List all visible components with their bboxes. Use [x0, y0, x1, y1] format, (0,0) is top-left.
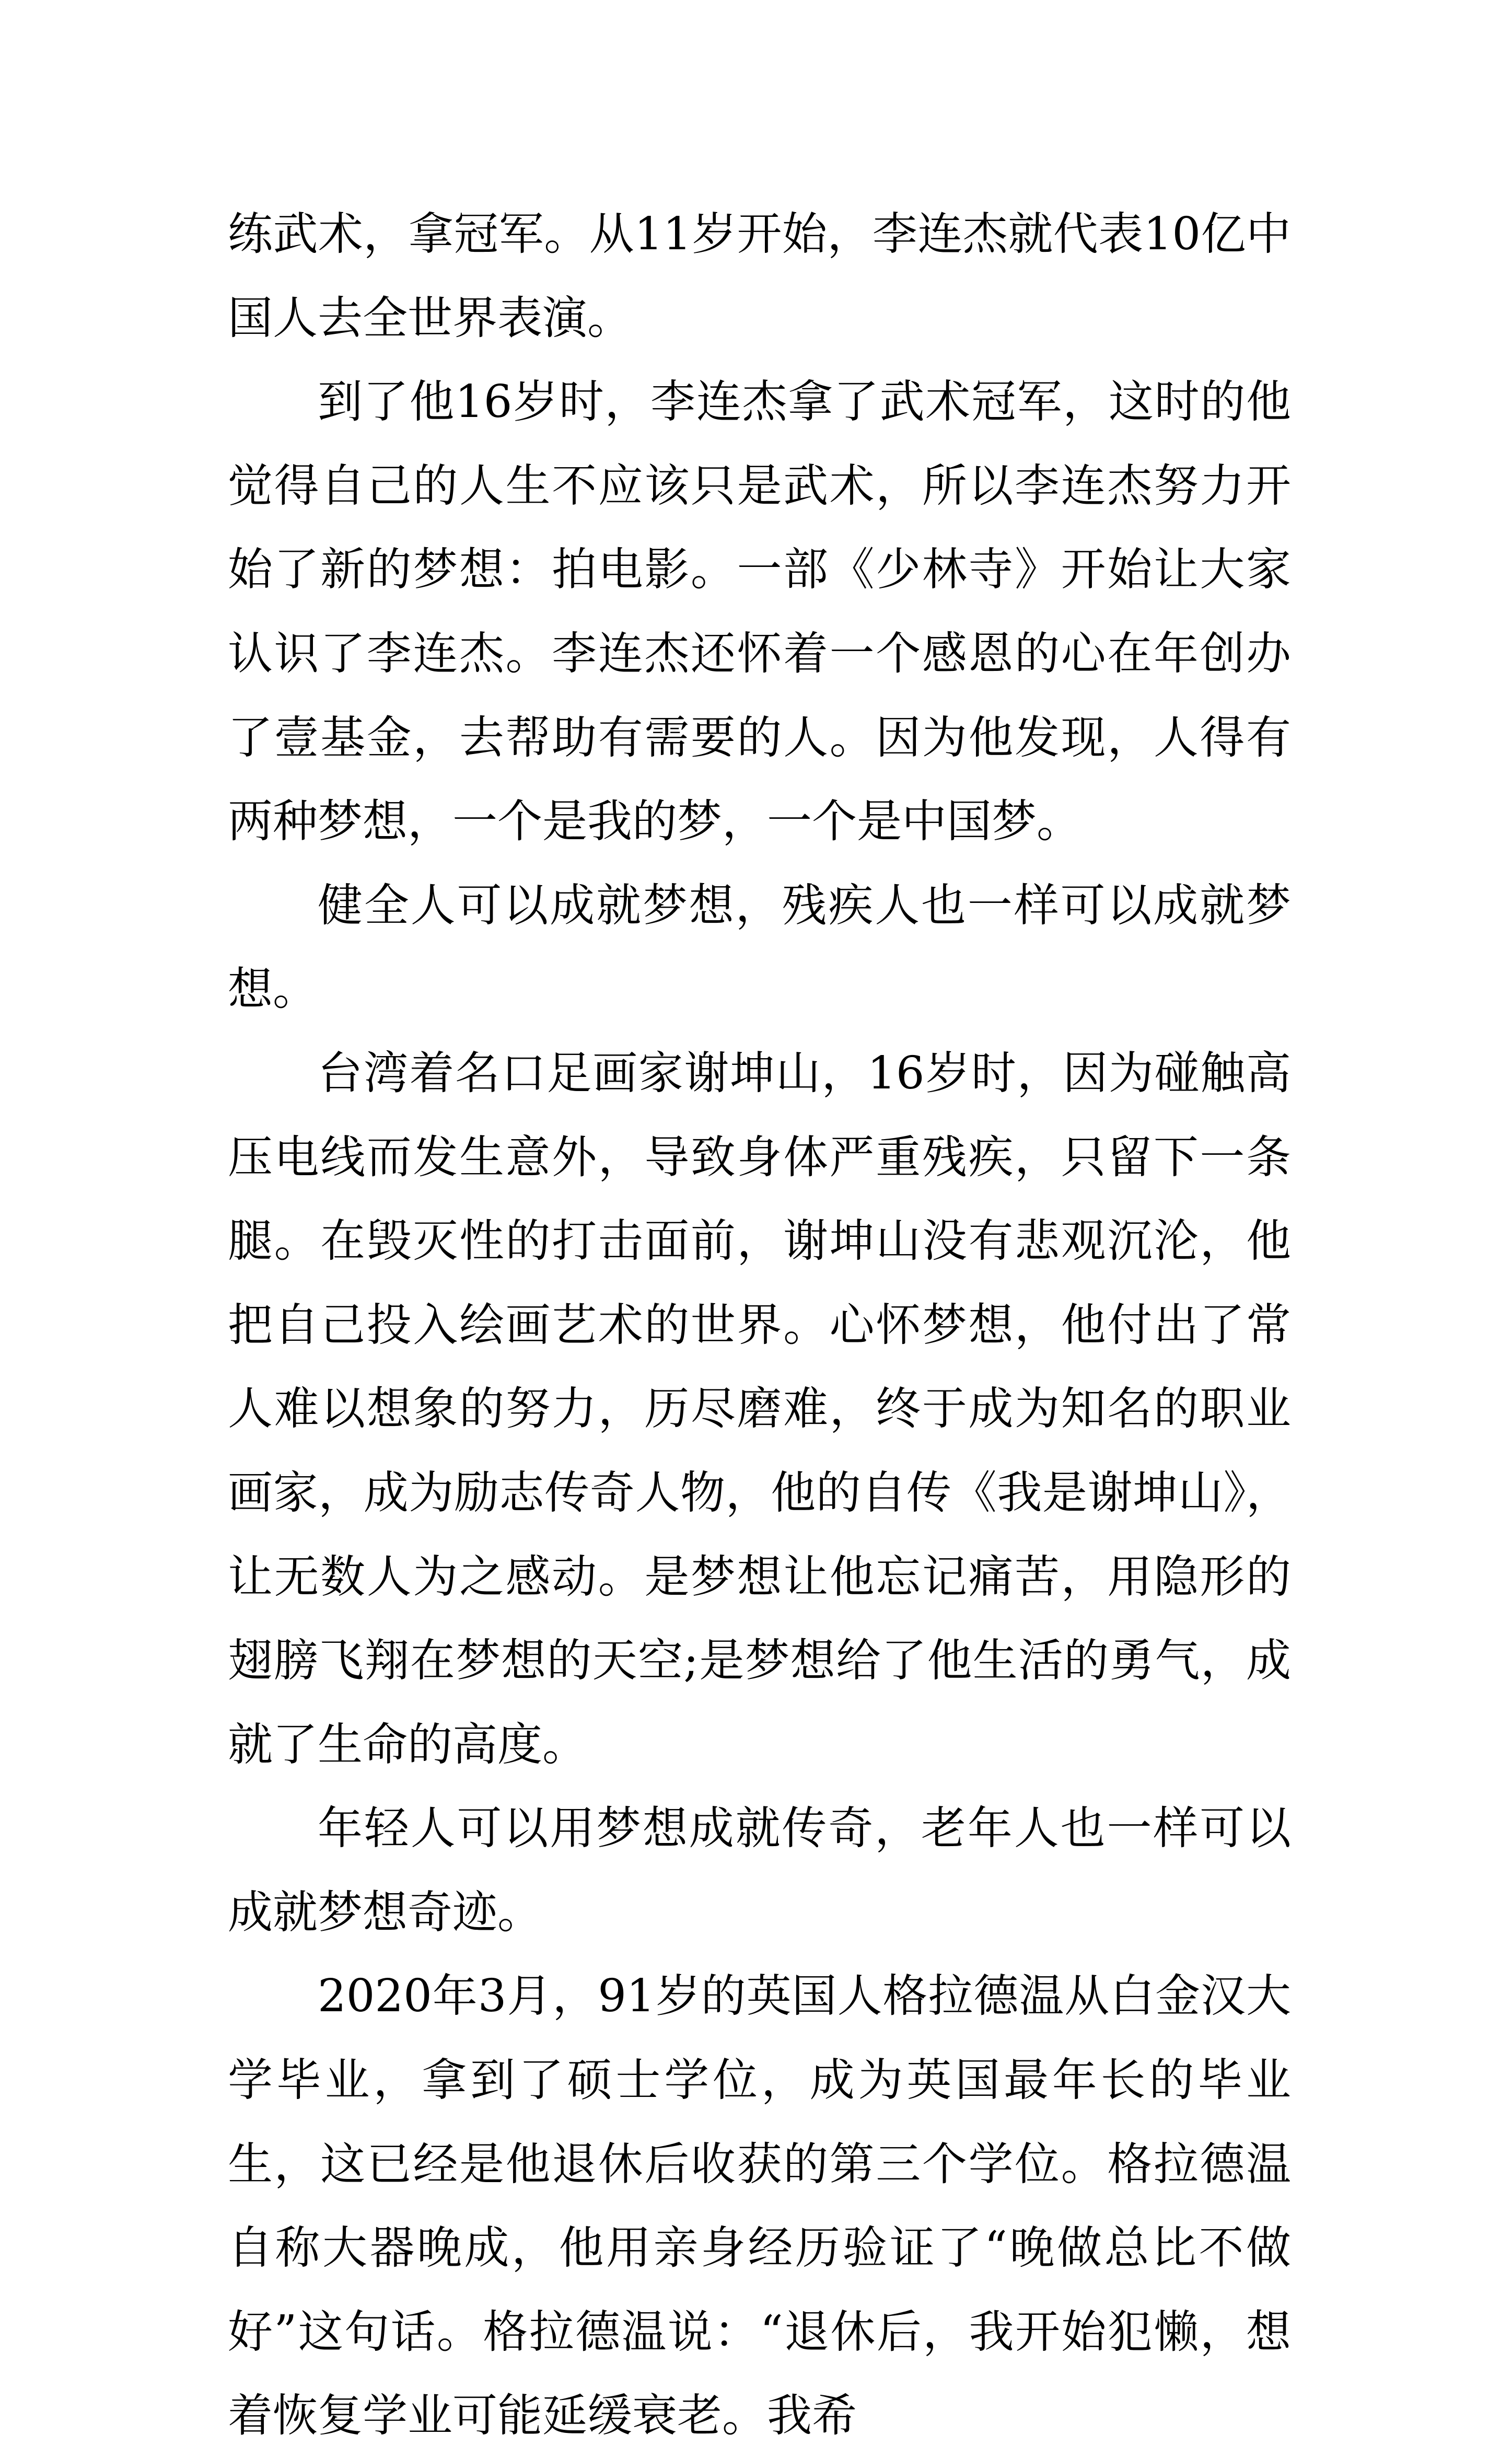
paragraph: 健全人可以成就梦想，残疾人也一样可以成就梦想。 — [228, 879, 1291, 1016]
paragraph: 2020年3月，91岁的英国人格拉德温从白金汉大学毕业，拿到了硕士学位，成为英国最年长的毕业生，这已经是他退休后收获的第三个学位。格拉德温自称大器晚成，他用亲身经历验证了“晚做总比不做好”这句话。格拉德温说：“退休后，我开始犯懒，想着恢复学业可能延缓衰老。我希 — [228, 1970, 1291, 2442]
body-text — [228, 192, 1291, 2458]
paragraph: 台湾着名口足画家谢坤山，16岁时，因为碰触高压电线而发生意外，导致身体严重残疾，只留下一条腿。在毁灭性的打击面前，谢坤山没有悲观沉沦，他把自己投入绘画艺术的世界。心怀梦想，他付出了常人难以想象的努力，历尽磨难，终于成为知名的职业画家，成为励志传奇人物，他的自传《我是谢坤山》，让无数人为之感动。是梦想让他忘记痛苦，用隐形的翅膀飞翔在梦想的天空;是梦想给了他生活的勇气，成就了生命的高度。 — [228, 1047, 1291, 1771]
paragraph: 年轻人可以用梦想成就传奇，老年人也一样可以成就梦想奇迹。 — [228, 1802, 1291, 1939]
paragraph: 到了他16岁时，李连杰拿了武术冠军，这时的他觉得自己的人生不应该只是武术，所以李连杰努力开始了新的梦想：拍电影。一部《少林寺》开始让大家认识了李连杰。李连杰还怀着一个感恩的心在年创办了壹基金，去帮助有需要的人。因为他发现，人得有两种梦想，一个是我的梦，一个是中国梦。 — [228, 376, 1291, 848]
paragraph: 练武术，拿冠军。从11岁开始，李连杰就代表10亿中国人去全世界表演。 — [228, 208, 1291, 344]
